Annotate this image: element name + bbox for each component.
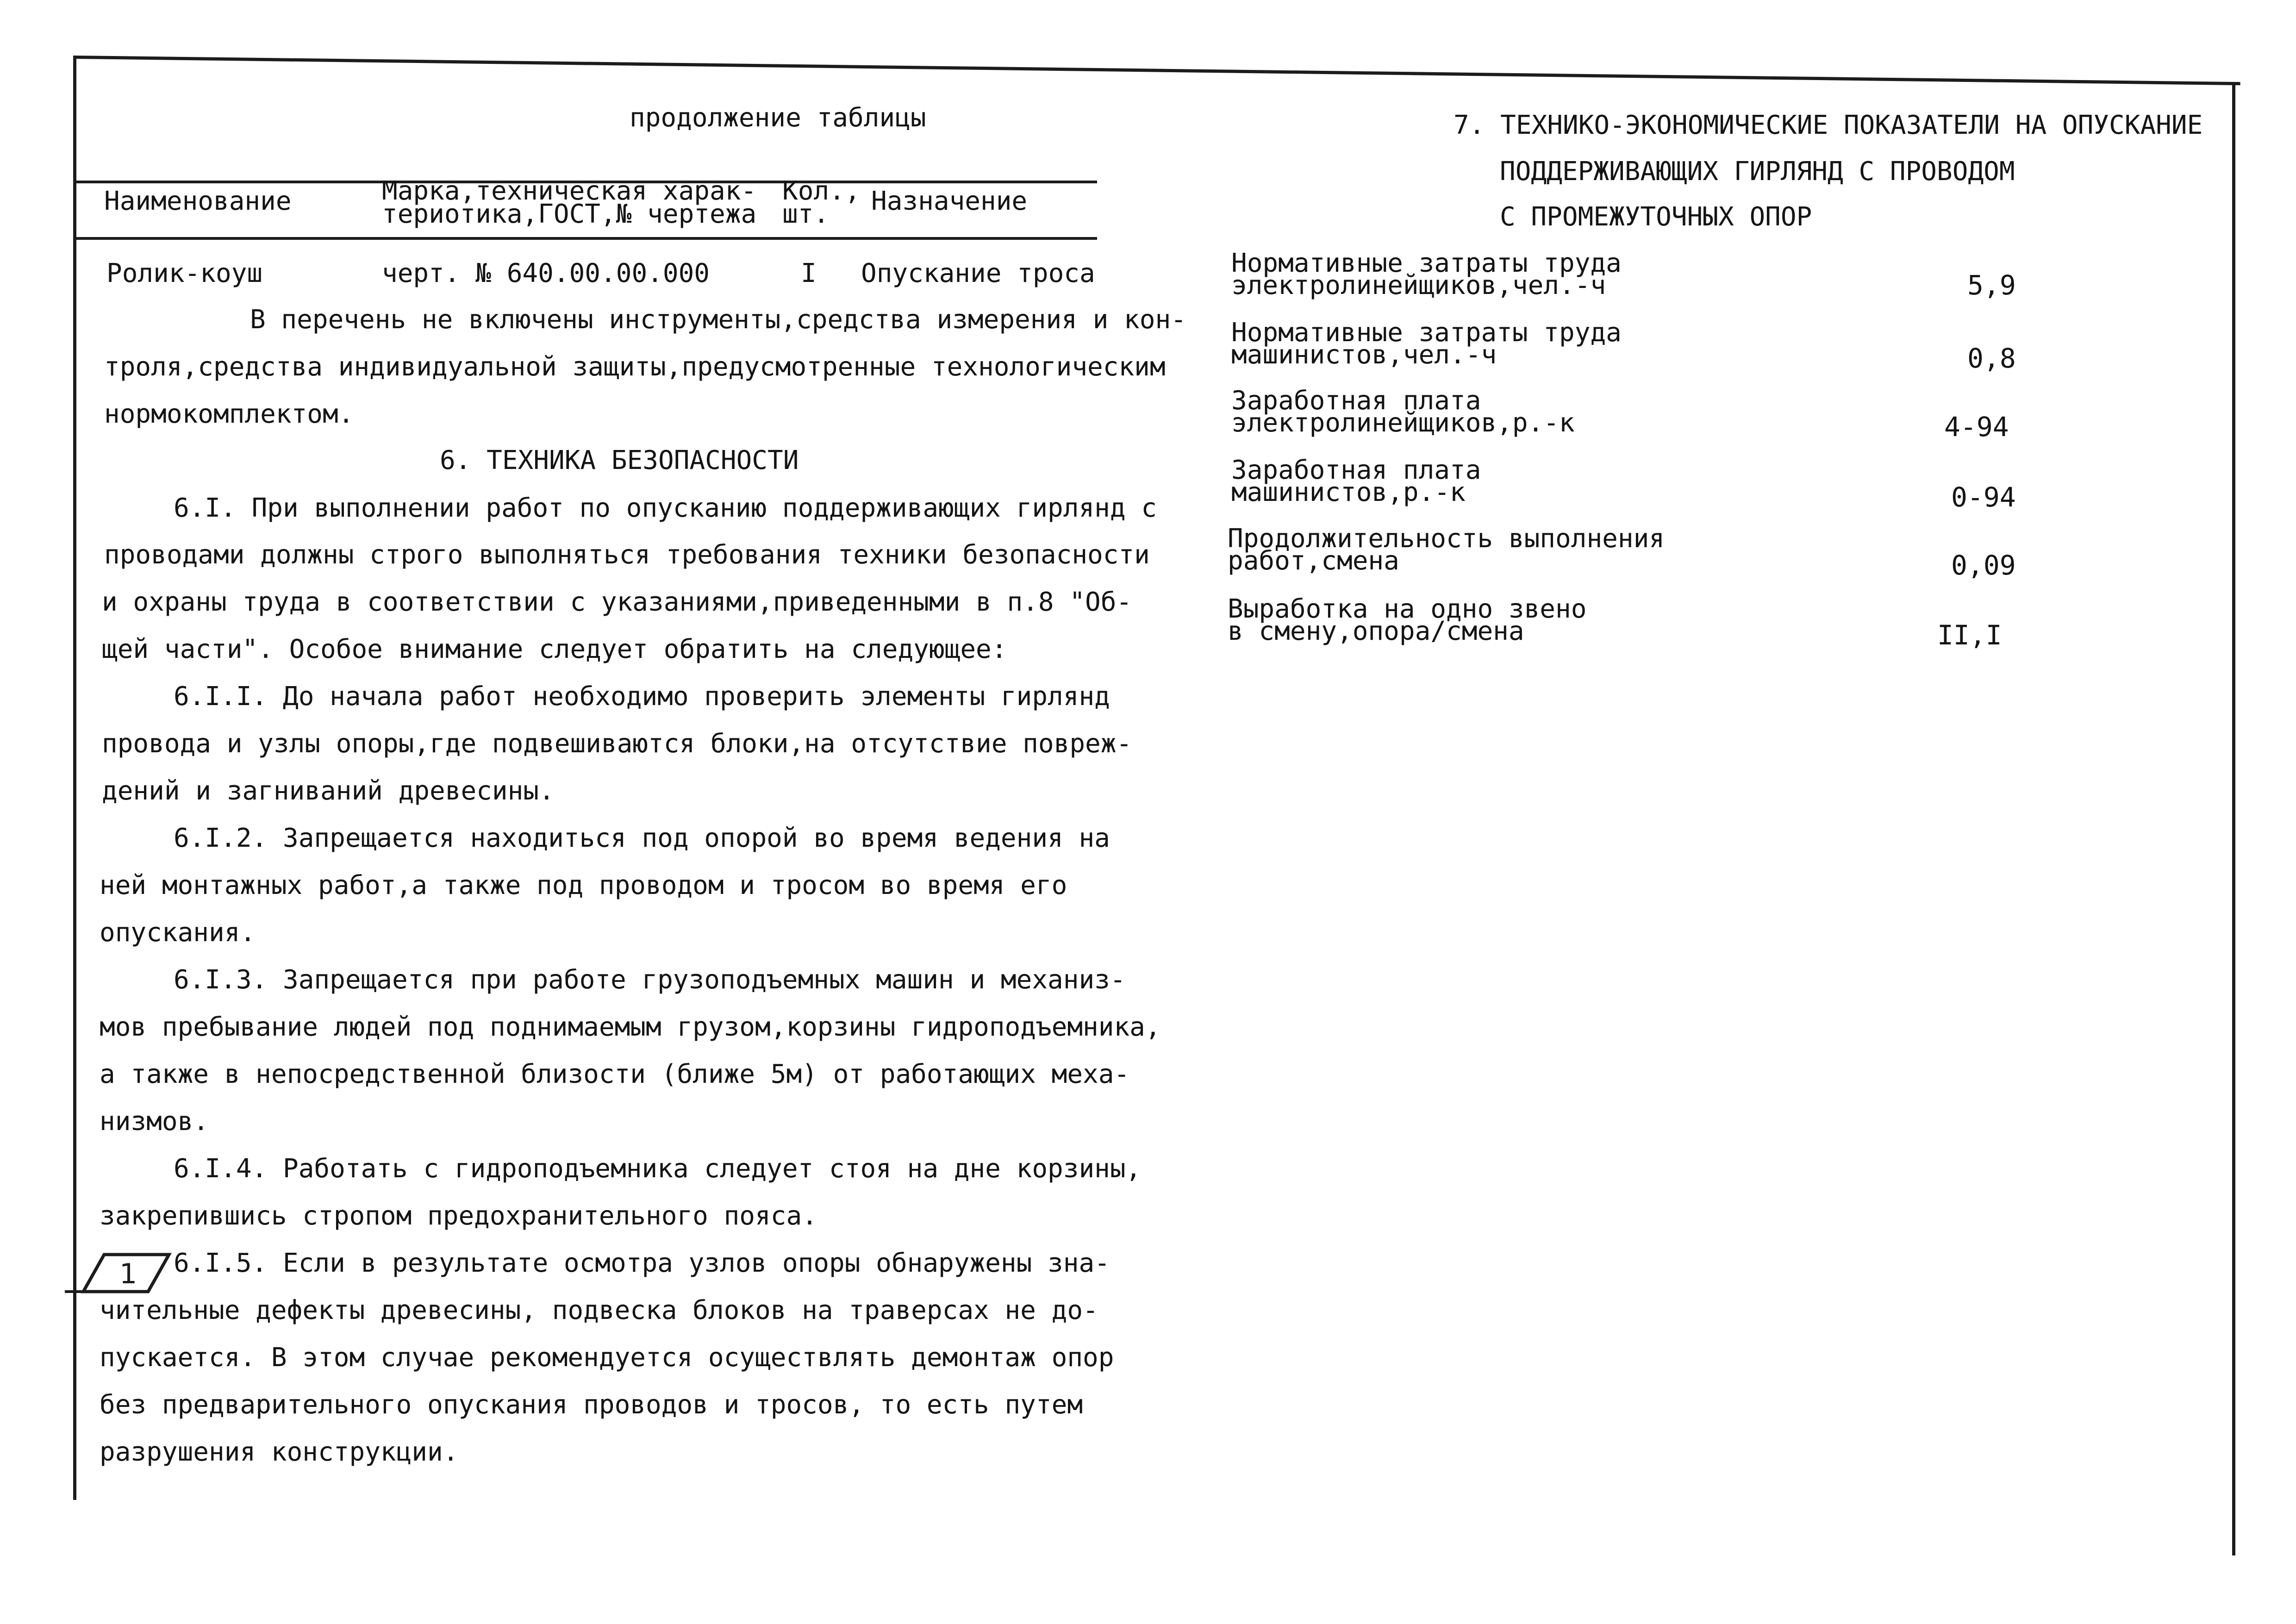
table-header-qty	[782, 176, 861, 229]
paragraph-line: а также в непосредственной близости (ближе 5м) от работающих меха-	[100, 1059, 1130, 1089]
table-header-mark-line1: Марка,техническая харак-	[382, 176, 757, 206]
indicator-label	[1231, 248, 1622, 300]
table-row-purpose: Опускание троса	[861, 258, 1095, 288]
section-7-title-line1: 7. ТЕХНИКО-ЭКОНОМИЧЕСКИЕ ПОКАЗАТЕЛИ НА ОПУСКАНИЕ	[1454, 110, 2203, 140]
table-header-rule-bottom	[74, 237, 1097, 240]
indicator-label-line2: машинистов,чел.-ч	[1231, 340, 1497, 370]
section-7-title-line3: С ПРОМЕЖУТОЧНЫХ ОПОР	[1500, 202, 1812, 232]
table-row-name: Ролик-коуш	[106, 258, 263, 288]
indicator-label-line2: работ,смена	[1228, 546, 1399, 576]
indicator-label	[1231, 318, 1622, 370]
paragraph-line: мов пребывание людей под поднимаемым грузом,корзины гидроподъемника,	[100, 1012, 1161, 1042]
paragraph-line: пускается. В этом случае рекомендуется осуществлять демонтаж опор	[100, 1343, 1114, 1373]
paragraph-line: разрушения конструкции.	[100, 1437, 459, 1467]
indicator-value: 5,9	[1967, 269, 2016, 301]
indicator-label-line2: в смену,опора/смена	[1228, 616, 1524, 646]
paragraph-line: 6.I.3. Запрещается при работе грузоподъемных машин и механиз-	[174, 965, 1126, 995]
table-caption: продолжение таблицы	[630, 103, 926, 133]
indicator-label-line1: Нормативные затраты труда	[1231, 248, 1622, 278]
paragraph-line: дений и загниваний древесины.	[102, 776, 555, 806]
paragraph-line: 6.I. При выполнении работ по опусканию поддерживающих гирлянд с	[174, 493, 1157, 523]
paragraph-line: без предварительного опускания проводов и тросов, то есть путем	[100, 1390, 1083, 1420]
indicator-label	[1231, 386, 1575, 438]
paragraph-line: 6.I.4. Работать с гидроподъемника следует стоя на дне корзины,	[174, 1154, 1142, 1184]
indicator-label-line1: Выработка на одно звено	[1228, 594, 1587, 624]
frame-top-border	[74, 56, 2240, 85]
indicator-value: 0,09	[1951, 550, 2016, 581]
indicator-value: 4-94	[1944, 411, 2009, 443]
section-7-title-line2: ПОДДЕРЖИВАЮЩИХ ГИРЛЯНД С ПРОВОДОМ	[1500, 156, 2015, 187]
paragraph-line: ней монтажных работ,а также под проводом и тросом во время его	[100, 870, 1067, 900]
table-header-name: Наименование	[104, 186, 292, 216]
table-header-mark	[382, 176, 757, 229]
paragraph-line: проводами должны строго выполняться требования техники безопасности	[104, 540, 1150, 570]
frame-right-border	[2232, 83, 2235, 1555]
paragraph-line: опускания.	[100, 918, 256, 948]
indicator-label-line1: Заработная плата	[1231, 455, 1481, 485]
indicator-label	[1231, 455, 1481, 507]
indicator-value: 0-94	[1951, 481, 2016, 513]
paragraph-line: В перечень не включены инструменты,средства измерения и кон-	[250, 305, 1186, 335]
table-row-mark: черт. № 640.00.00.000	[382, 258, 710, 288]
paragraph-line: и охраны труда в соответствии с указаниями,приведенными в п.8 "Об-	[102, 587, 1132, 617]
paragraph-line: 6.I.5. Если в результате осмотра узлов опоры обнаружены зна-	[174, 1248, 1110, 1278]
paragraph-line: нормокомплектом.	[104, 399, 354, 429]
table-header-mark-line2: териотика,ГОСТ,№ чертежа	[382, 199, 757, 229]
paragraph-line: закрепившись стропом предохранительного пояса.	[100, 1201, 817, 1231]
indicator-label	[1228, 524, 1665, 576]
paragraph-line: чительные дефекты древесины, подвеска блоков на траверсах не до-	[100, 1295, 1098, 1325]
indicator-label-line2: машинистов,р.-к	[1231, 477, 1466, 507]
paragraph-line: низмов.	[100, 1106, 209, 1137]
sheet-mark-icon	[65, 1241, 176, 1301]
indicator-label-line2: электролинейщиков,чел.-ч	[1231, 270, 1606, 300]
indicator-label-line1: Нормативные затраты труда	[1231, 318, 1622, 348]
paragraph-line: троля,средства индивидуальной защиты,предусмотренные технологическим	[104, 352, 1166, 382]
indicator-label-line1: Продолжительность выполнения	[1228, 524, 1665, 554]
table-header-qty-line2: шт.	[782, 199, 830, 229]
table-header-qty-line1: Кол.,	[782, 176, 861, 206]
indicator-label-line2: электролинейщиков,р.-к	[1231, 408, 1575, 438]
indicator-value: 0,8	[1967, 343, 2016, 374]
indicator-label	[1228, 594, 1587, 646]
indicator-value: II,I	[1937, 619, 2002, 651]
paragraph-line: провода и узлы опоры,где подвешиваются блоки,на отсутствие повреж-	[102, 729, 1132, 759]
paragraph-line: 6.I.2. Запрещается находиться под опорой во время ведения на	[174, 823, 1110, 853]
table-row-qty: I	[801, 258, 817, 288]
sheet-mark-number: 1	[119, 1258, 137, 1290]
paragraph-line: 6.I.I. До начала работ необходимо проверить элементы гирлянд	[174, 681, 1110, 712]
section-6-heading: 6. ТЕХНИКА БЕЗОПАСНОСТИ	[440, 445, 799, 475]
table-header-purpose: Назначение	[871, 186, 1028, 216]
indicator-label-line1: Заработная плата	[1231, 386, 1481, 416]
paragraph-line: щей части". Особое внимание следует обратить на следующее:	[102, 634, 1007, 664]
